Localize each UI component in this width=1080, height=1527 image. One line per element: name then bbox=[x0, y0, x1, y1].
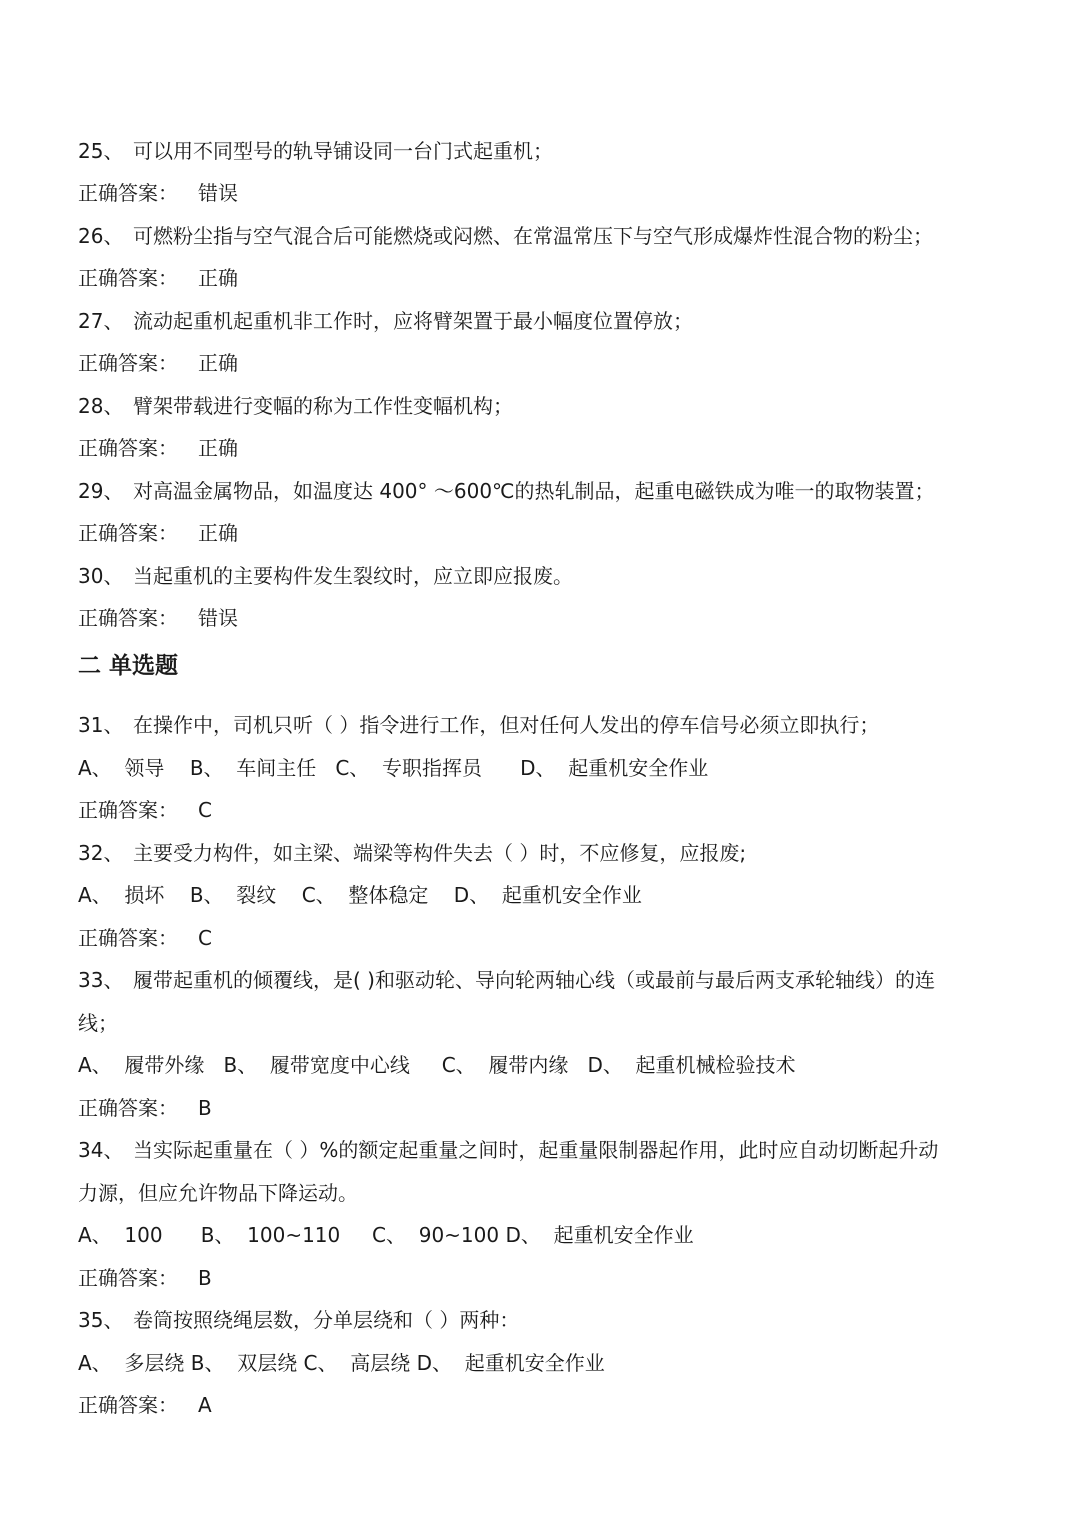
answer-31 bbox=[78, 796, 212, 824]
options-33: A、 履带外缘 B、 履带宽度中心线 C、 履带内缘 D、 起重机械检验技术 bbox=[78, 1053, 796, 1077]
question-text: 臂架带载进行变幅的称为工作性变幅机构； bbox=[133, 394, 513, 418]
answer-label: 正确答案： bbox=[78, 266, 178, 290]
question-text: 履带起重机的倾覆线，是( )和驱动轮、导向轮两轴心线（或最前与最后两支承轮轴线）的连 bbox=[133, 968, 935, 992]
options-34: A、 100 B、 100~110 C、 90~100 D、 起重机安全作业 bbox=[78, 1223, 694, 1247]
answer-label: 正确答案： bbox=[78, 436, 178, 460]
answer-label: 正确答案： bbox=[78, 1393, 178, 1417]
question-text: 主要受力构件，如主梁、端梁等构件失去（ ）时，不应修复，应报废; bbox=[133, 841, 747, 865]
answer-value: B bbox=[198, 1266, 212, 1290]
answer-label: 正确答案： bbox=[78, 181, 178, 205]
answer-29 bbox=[78, 519, 238, 547]
answer-33 bbox=[78, 1094, 212, 1122]
question-number: 25、 bbox=[78, 139, 124, 163]
answer-value: 正确 bbox=[198, 266, 238, 290]
answer-27 bbox=[78, 349, 238, 377]
question-number: 33、 bbox=[78, 968, 124, 992]
answer-value: C bbox=[198, 798, 212, 822]
question-number: 34、 bbox=[78, 1138, 124, 1162]
question-31 bbox=[78, 711, 879, 739]
answer-value: B bbox=[198, 1096, 212, 1120]
answer-value: 正确 bbox=[198, 521, 238, 545]
question-text: 在操作中，司机只听（ ）指令进行工作，但对任何人发出的停车信号必须立即执行； bbox=[133, 713, 880, 737]
answer-28 bbox=[78, 434, 238, 462]
answer-34 bbox=[78, 1264, 212, 1292]
answer-label: 正确答案： bbox=[78, 926, 178, 950]
answer-35 bbox=[78, 1391, 212, 1419]
question-27 bbox=[78, 307, 693, 335]
answer-32 bbox=[78, 924, 212, 952]
answer-label: 正确答案： bbox=[78, 798, 178, 822]
question-text: 流动起重机起重机非工作时，应将臂架置于最小幅度位置停放； bbox=[133, 309, 693, 333]
question-33-continued: 线； bbox=[78, 1011, 118, 1035]
question-25 bbox=[78, 137, 553, 165]
question-text: 可以用不同型号的轨导铺设同一台门式起重机； bbox=[133, 139, 553, 163]
question-number: 30、 bbox=[78, 564, 124, 588]
question-26 bbox=[78, 222, 933, 250]
answer-30 bbox=[78, 604, 238, 632]
answer-value: 错误 bbox=[198, 181, 238, 205]
question-number: 32、 bbox=[78, 841, 124, 865]
question-number: 27、 bbox=[78, 309, 124, 333]
answer-label: 正确答案： bbox=[78, 521, 178, 545]
answer-25 bbox=[78, 179, 238, 207]
question-number: 28、 bbox=[78, 394, 124, 418]
question-number: 31、 bbox=[78, 713, 124, 737]
question-text: 当实际起重量在（ ）%的额定起重量之间时，起重量限制器起作用，此时应自动切断起升动 bbox=[133, 1138, 939, 1162]
question-34-continued: 力源，但应允许物品下降运动。 bbox=[78, 1181, 358, 1205]
question-number: 29、 bbox=[78, 479, 124, 503]
question-text: 卷筒按照绕绳层数，分单层绕和（ ）两种： bbox=[133, 1308, 520, 1332]
options-32: A、 损坏 B、 裂纹 C、 整体稳定 D、 起重机安全作业 bbox=[78, 883, 642, 907]
answer-value: C bbox=[198, 926, 212, 950]
question-28 bbox=[78, 392, 513, 420]
question-35 bbox=[78, 1306, 519, 1334]
options-31: A、 领导 B、 车间主任 C、 专职指挥员 D、 起重机安全作业 bbox=[78, 756, 709, 780]
answer-label: 正确答案： bbox=[78, 606, 178, 630]
question-number: 26、 bbox=[78, 224, 124, 248]
question-text: 可燃粉尘指与空气混合后可能燃烧或闷燃、在常温常压下与空气形成爆炸性混合物的粉尘； bbox=[133, 224, 933, 248]
answer-label: 正确答案： bbox=[78, 1266, 178, 1290]
section-heading: 二 单选题 bbox=[78, 653, 179, 679]
question-text: 对高温金属物品，如温度达 400° ～600℃的热轧制品，起重电磁铁成为唯一的取物装置； bbox=[133, 479, 935, 503]
question-29 bbox=[78, 477, 935, 505]
answer-value: 正确 bbox=[198, 436, 238, 460]
question-32 bbox=[78, 839, 746, 867]
answer-label: 正确答案： bbox=[78, 1096, 178, 1120]
question-33 bbox=[78, 966, 935, 994]
question-30 bbox=[78, 562, 573, 590]
question-text: 当起重机的主要构件发生裂纹时，应立即应报废。 bbox=[133, 564, 573, 588]
answer-label: 正确答案： bbox=[78, 351, 178, 375]
options-35: A、 多层绕 B、 双层绕 C、 高层绕 D、 起重机安全作业 bbox=[78, 1351, 605, 1375]
question-number: 35、 bbox=[78, 1308, 124, 1332]
answer-26 bbox=[78, 264, 238, 292]
question-34 bbox=[78, 1136, 938, 1164]
answer-value: 正确 bbox=[198, 351, 238, 375]
answer-value: 错误 bbox=[198, 606, 238, 630]
answer-value: A bbox=[198, 1393, 212, 1417]
